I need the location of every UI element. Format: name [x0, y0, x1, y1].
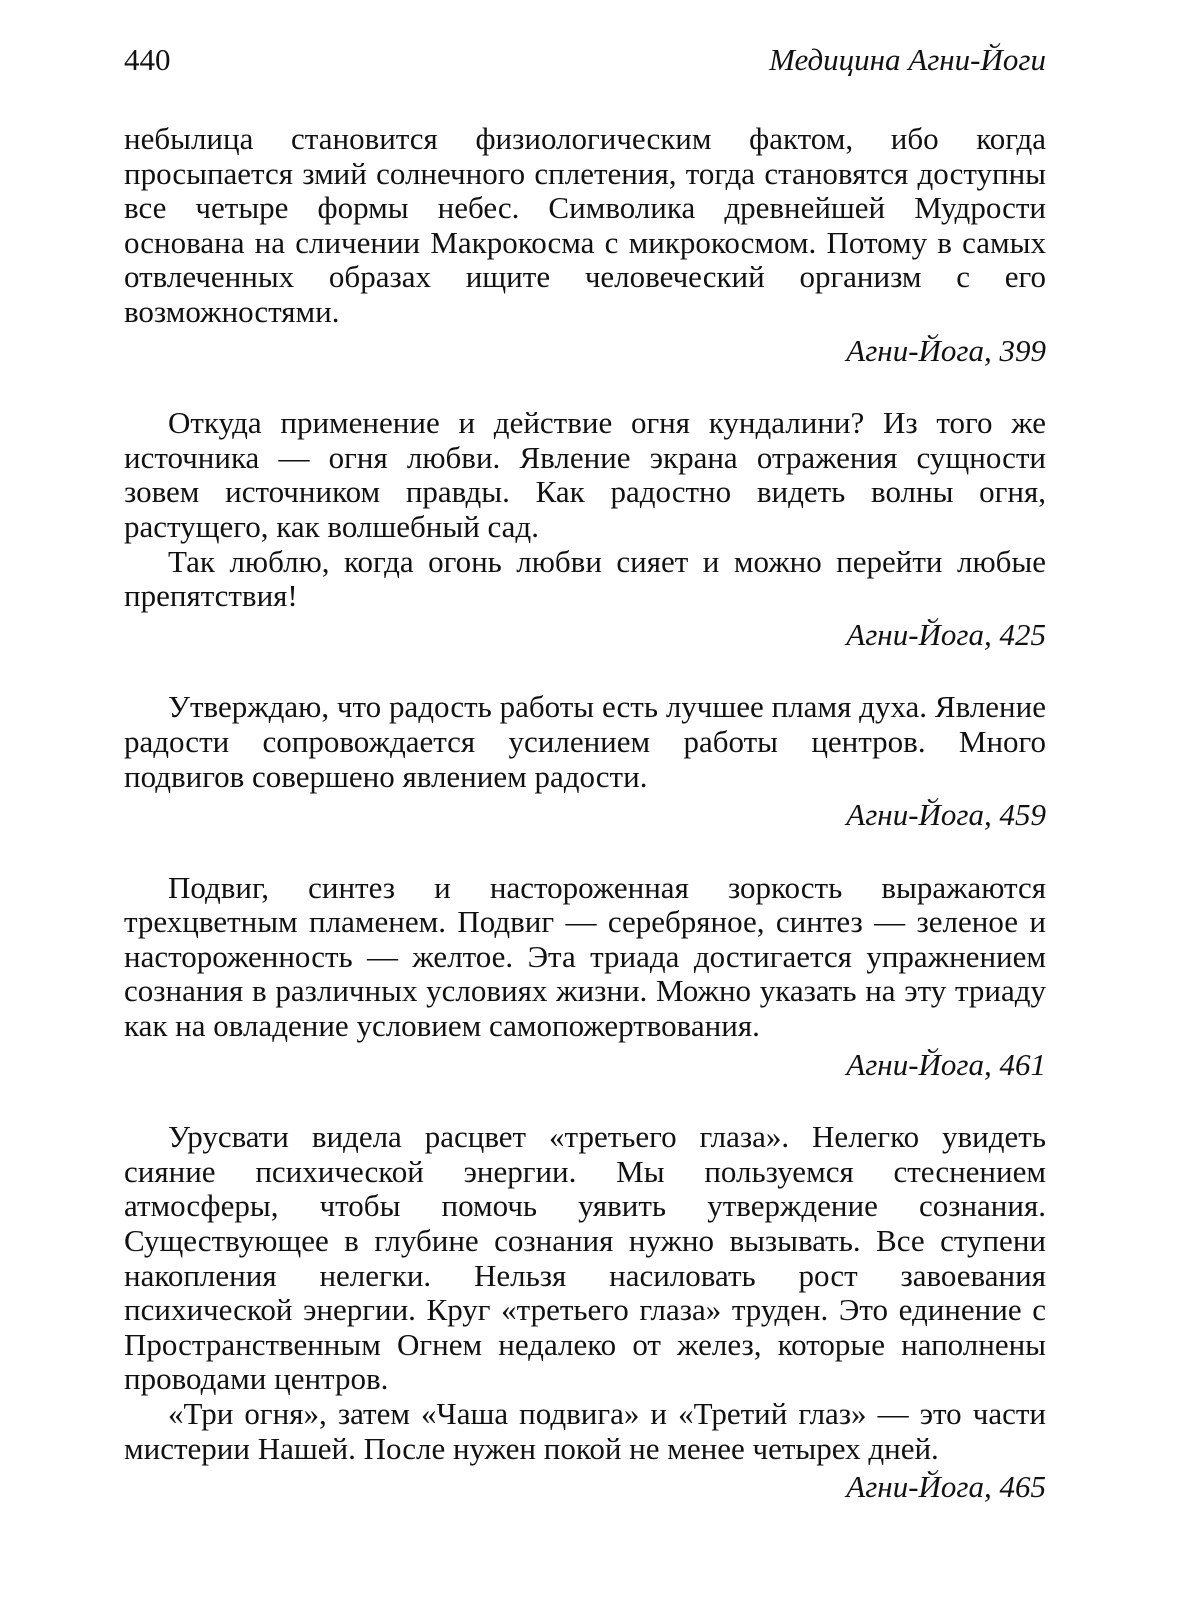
- running-head: [124, 40, 1046, 80]
- quote-block: [124, 122, 1046, 368]
- paragraph: Откуда применение и действие огня кундалини? Из того же источника — огня любви. Явление экрана отражения сущности зовем источником правды. Как радостно видеть волны огня, растущего, как волшебный сад.: [124, 405, 1046, 544]
- book-page: [124, 40, 1046, 1543]
- quote-block: [124, 1120, 1046, 1505]
- paragraph: «Три огня», затем «Чаша подвига» и «Третий глаз» — это части мистерии Нашей. После нужен покой не менее четырех дней.: [124, 1396, 1046, 1466]
- paragraph: Урусвати видела расцвет «третьего глаза». Нелегко увидеть сияние психической энергии. Мы пользуемся стеснением атмосферы, чтобы помочь уявить утверждение сознания. Существующее в глубине сознания нужно вызывать. Все ступени накопления нелегки. Нельзя насиловать рост завоевания психической энергии. Круг «третьего глаза» труден. Это единение с Пространственным Огнем недалеко от желез, которые наполнены проводами центров.: [124, 1119, 1046, 1397]
- quote-block: [124, 871, 1046, 1083]
- quote-source: Агни-Йога, 465: [846, 1469, 1046, 1505]
- quote-source: Агни-Йога, 399: [846, 332, 1046, 368]
- paragraph: небылица становится физиологическим фактом, ибо когда просыпается змий солнечного сплетения, тогда становятся доступны все четыре формы небес. Символика древнейшей Мудрости основана на сличении Макрокосма с микрокосмом. Потому в самых отвлеченных образах ищите человеческий организм с его возможностями.: [124, 121, 1046, 329]
- quote-source: Агни-Йога, 459: [846, 797, 1046, 833]
- paragraph: Утверждаю, что радость работы есть лучшее пламя духа. Явление радости сопровождается усилением работы центров. Много подвигов совершено явлением радости.: [124, 689, 1046, 794]
- paragraph: Так люблю, когда огонь любви сияет и можно перейти любые препятствия!: [124, 543, 1046, 614]
- quote-source: Агни-Йога, 425: [846, 616, 1046, 652]
- quote-block: [124, 690, 1046, 832]
- quote-block: [124, 406, 1046, 652]
- page-number: 440: [124, 42, 171, 77]
- quote-source: Агни-Йога, 461: [846, 1046, 1046, 1082]
- book-title: Медицина Агни-Йоги: [769, 42, 1046, 77]
- paragraph: Подвиг, синтез и настороженная зоркость выражаются трехцветным пламенем. Подвиг — серебряное, синтез — зеленое и настороженность — желтое. Эта триада достигается упражнением сознания в различных условиях жизни. Можно указать на эту триаду как на овладение условием самопожертвования.: [124, 869, 1046, 1044]
